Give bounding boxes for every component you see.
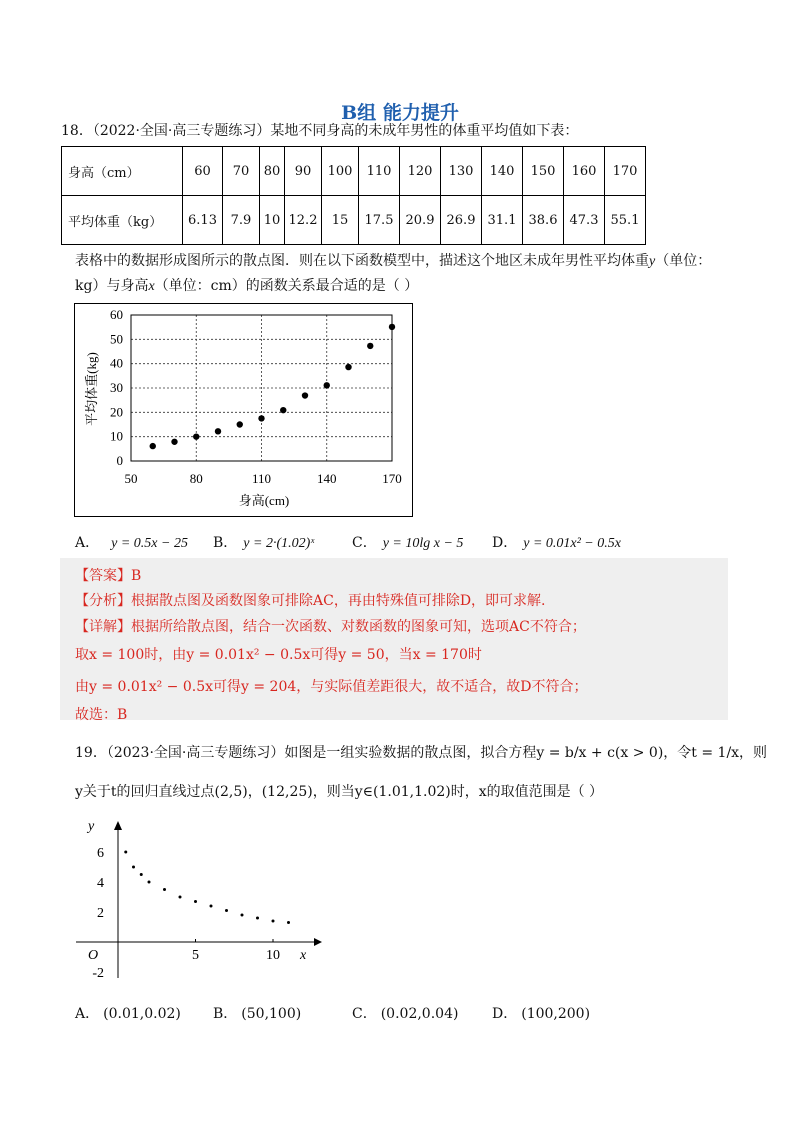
table-cell: 55.1 <box>605 196 646 245</box>
x-tick-label: 10 <box>266 948 280 963</box>
data-point <box>171 439 177 445</box>
q18-unit-kg: kg <box>75 278 93 294</box>
section-title: B组 能力提升 <box>341 102 459 124</box>
data-point <box>140 873 143 876</box>
q19-stem-line1: 19．（2023·全国·高三专题练习）如图是一组实验数据的散点图，拟合方程y = b/x + c(x > 0)，令t = 1/x，则 <box>75 745 768 761</box>
data-point <box>237 421 243 427</box>
option-label: A． <box>75 1006 100 1022</box>
data-point <box>287 921 290 924</box>
data-point <box>241 914 244 917</box>
analysis-line: 【分析】根据散点图及函数图象可排除AC，再由特殊值可排除D，即可求解. <box>75 593 546 609</box>
table-header-height: 身高（cm） <box>62 147 183 196</box>
option-expr: (0.02,0.04) <box>380 1006 459 1022</box>
table-cell: 170 <box>605 147 646 196</box>
table-cell: 140 <box>482 147 523 196</box>
data-point <box>367 343 373 349</box>
table-row-weight <box>62 196 646 245</box>
x-tick-label: 80 <box>189 471 203 486</box>
q18-option-a[interactable] <box>75 532 188 552</box>
table-cell: 15 <box>322 196 359 245</box>
q18-text-line1 <box>75 250 711 270</box>
y-tick-labels <box>110 307 123 468</box>
data-point <box>148 881 151 884</box>
table-cell: 10 <box>260 196 285 245</box>
x-tick-label: 170 <box>382 471 402 486</box>
q18-var-y: y <box>649 254 656 269</box>
q19-option-b[interactable] <box>213 1003 301 1023</box>
y-tick-label: 60 <box>110 307 123 322</box>
chart-grid <box>131 315 392 461</box>
data-table <box>61 146 646 245</box>
q18-option-b[interactable] <box>213 532 314 552</box>
y-tick-label: 10 <box>110 428 123 444</box>
option-label: A． <box>75 535 100 551</box>
q18-scatter-chart <box>74 303 414 518</box>
option-expr: (50,100) <box>241 1006 302 1022</box>
data-point <box>215 428 221 434</box>
q19-stem-line2: y关于t的回归直线过点(2,5)，(12,25)，则当y∈(1.01,1.02)时，x的取值范围是（ ） <box>75 784 604 800</box>
y-tick-label: -2 <box>92 966 104 981</box>
detail-line-1: 【详解】根据所给散点图，结合一次函数、对数函数的图象可知，选项AC不符合； <box>75 619 586 635</box>
table-cell: 26.9 <box>441 196 482 245</box>
x-tick-labels <box>192 948 280 963</box>
y-tick-label: 0 <box>116 453 123 468</box>
table-cell: 150 <box>523 147 564 196</box>
q19-option-d[interactable] <box>492 1003 590 1023</box>
y-axis-label: 平均体重(kg) <box>84 352 99 426</box>
option-expr: (0.01,0.02) <box>103 1006 181 1022</box>
data-point <box>210 905 213 908</box>
table-row-height <box>62 147 646 196</box>
detail-line-2: 取x = 100时，由y = 0.01x² − 0.5x可得y = 50，当x = 170时 <box>75 647 482 663</box>
data-point <box>280 407 286 413</box>
option-label: B． <box>213 1006 238 1022</box>
table-cell: 160 <box>564 147 605 196</box>
y-axis-arrow <box>114 821 122 830</box>
data-point <box>302 392 308 398</box>
option-expr: (100,200) <box>521 1006 591 1022</box>
data-point <box>194 900 197 903</box>
y-tick-label: 2 <box>97 906 104 921</box>
y-tick-label: 20 <box>110 404 123 420</box>
x-axis-arrow <box>314 938 322 946</box>
origin-label: O <box>88 948 99 963</box>
y-tick-label: 30 <box>110 380 123 395</box>
option-expr: y = 2·(1.02)ˣ <box>243 536 315 551</box>
data-point <box>256 917 259 920</box>
table-cell: 60 <box>183 147 223 196</box>
q18-var-x: x <box>148 279 155 294</box>
q18-text1-tail: （单位： <box>655 253 712 269</box>
data-point <box>324 382 330 388</box>
x-tick-label: 5 <box>192 948 199 963</box>
data-points <box>150 324 396 450</box>
y-tick-label: 50 <box>110 331 123 347</box>
x-axis-label: 身高(cm) <box>238 493 290 508</box>
data-point <box>193 433 199 439</box>
q19-option-a[interactable] <box>75 1003 181 1023</box>
option-expr: y = 10lg x − 5 <box>382 536 464 551</box>
option-label: C． <box>352 535 377 551</box>
table-cell: 100 <box>322 147 359 196</box>
table-cell: 20.9 <box>400 196 441 245</box>
q18-option-c[interactable] <box>352 532 463 552</box>
data-point <box>150 443 156 449</box>
detail-line-3: 由y = 0.01x² − 0.5x可得y = 204，与实际值差距很大，故不适合，故D不符合； <box>75 679 588 695</box>
option-label: B． <box>213 535 238 551</box>
x-axis-label: x <box>300 948 307 963</box>
y-tick-label: 40 <box>110 355 123 371</box>
x-tick-label: 140 <box>317 471 337 486</box>
table-header-weight: 平均体重（kg） <box>62 196 183 245</box>
q19-scatter-chart <box>74 818 324 983</box>
option-label: D． <box>492 1006 518 1022</box>
table-cell: 17.5 <box>359 196 400 245</box>
table-cell: 130 <box>441 147 482 196</box>
table-cell: 120 <box>400 147 441 196</box>
q18-text1: 表格中的数据形成图所示的散点图．则在以下函数模型中，描述这个地区未成年男性平均体重 <box>75 253 649 269</box>
data-point <box>132 866 135 869</box>
data-points <box>124 851 290 925</box>
option-label: D． <box>492 535 518 551</box>
q18-option-d[interactable] <box>492 532 621 552</box>
table-cell: 6.13 <box>183 196 223 245</box>
option-label: C． <box>352 1006 377 1022</box>
table-cell: 90 <box>285 147 322 196</box>
data-point <box>225 909 228 912</box>
data-point <box>272 920 275 923</box>
chart-axes <box>76 821 322 978</box>
y-axis-label: y <box>88 819 95 834</box>
table-cell: 110 <box>359 147 400 196</box>
y-tick-label: 6 <box>97 846 104 861</box>
option-expr: y = 0.01x² − 0.5x <box>523 536 621 551</box>
q19-option-c[interactable] <box>352 1003 458 1023</box>
option-expr: y = 0.5x − 25 <box>111 536 188 551</box>
data-point <box>258 415 264 421</box>
table-cell: 80 <box>260 147 285 196</box>
x-tick-label: 50 <box>124 471 138 486</box>
table-cell: 31.1 <box>482 196 523 245</box>
data-point <box>389 324 395 330</box>
table-cell: 70 <box>223 147 260 196</box>
data-point <box>163 888 166 891</box>
x-tick-labels <box>125 471 402 486</box>
table-cell: 38.6 <box>523 196 564 245</box>
data-point <box>124 851 127 854</box>
table-cell: 47.3 <box>564 196 605 245</box>
q18-text-line2 <box>75 275 418 295</box>
answer-line: 【答案】B <box>75 568 142 584</box>
data-point <box>179 896 182 899</box>
table-cell: 7.9 <box>223 196 260 245</box>
table-cell: 12.2 <box>285 196 322 245</box>
x-tick-label: 110 <box>251 471 272 486</box>
y-tick-label: 4 <box>97 876 104 891</box>
q18-text2-mid: ）与身高 <box>92 278 149 294</box>
q18-stem: 18．（2022·全国·高三专题练习）某地不同身高的未成年男性的体重平均值如下表： <box>61 123 579 139</box>
q18-text2-tail: （单位：cm）的函数关系最合适的是（ ） <box>154 278 419 294</box>
detail-line-4: 故选：B <box>75 707 128 723</box>
data-point <box>345 364 351 370</box>
